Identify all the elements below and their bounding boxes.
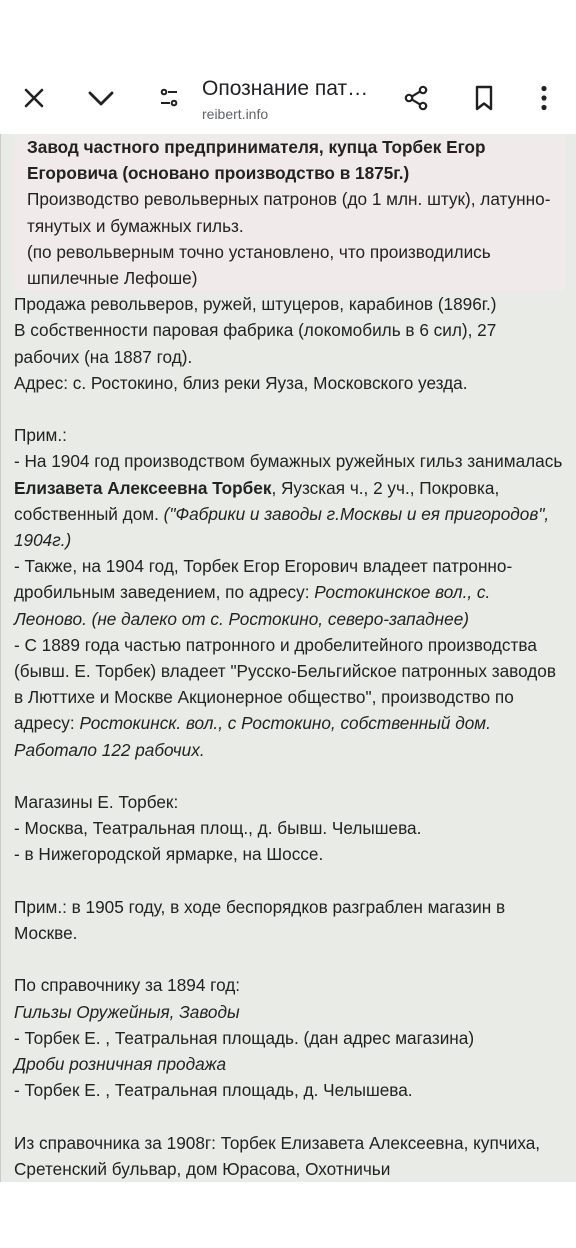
note-label: Прим.: xyxy=(14,425,67,446)
note-1889 xyxy=(14,632,565,763)
page-content[interactable] xyxy=(0,134,576,1182)
shop-nizhny: - в Нижегородской ярмарке, на Шоссе. xyxy=(14,844,324,865)
paragraph-address: Адрес: с. Ростокино, близ реки Яуза, Московского уезда. xyxy=(14,372,468,393)
share-icon xyxy=(402,84,430,112)
reference-1908: Из справочника за 1908г: Торбек Елизавета Алексеевна, купчиха, Сретенский бульвар, дом Юрасова, Охотничьи xyxy=(14,1132,541,1179)
page-title: Опознание пат… xyxy=(202,77,369,100)
reference-entry-1: - Торбек Е. , Театральная площадь. (дан адрес магазина) xyxy=(14,1027,475,1048)
note-1905: Прим.: в 1905 году, в ходе беспорядков разграблен магазин в Москве. xyxy=(14,896,506,944)
more-options-button[interactable] xyxy=(520,74,568,122)
paragraph-factory: В собственности паровая фабрика (локомобиль в 6 сил), 27 рабочих (на 1887 год). xyxy=(14,320,497,367)
reference-entry-2: - Торбек Е. , Театральная площадь, д. Челышева. xyxy=(14,1080,413,1101)
chevron-down-icon xyxy=(87,86,115,110)
browser-toolbar xyxy=(0,62,576,134)
page-url: reibert.info xyxy=(202,106,269,122)
close-icon xyxy=(22,86,46,110)
category-cartridges: Гильзы Оружейныя, Заводы xyxy=(14,1001,240,1022)
note-1904-text: - На 1904 год производством бумажных ружейных гильз занималась xyxy=(14,451,563,472)
note-1904-address: , Яузская ч., 2 уч., Покровка, собственный дом. xyxy=(14,477,500,524)
note-shop-address: Ростокинское вол., с. Леоново. (не далеко от с. Ростокино, северо-западнее) xyxy=(14,582,491,629)
reference-label: По справочнику за 1894 год: xyxy=(14,975,241,996)
shops-label: Магазины Е. Торбек: xyxy=(14,792,179,813)
bookmark-icon xyxy=(472,84,496,112)
bottom-blank xyxy=(0,1182,576,1248)
note-1904-source: ("Фабрики и заводы г.Москвы и ея пригородов", 1904г.) xyxy=(14,503,550,551)
page-settings-icon xyxy=(157,86,181,110)
article-text xyxy=(1,134,576,1182)
more-vert-icon xyxy=(540,85,548,111)
category-shot: Дроби розничная продажа xyxy=(14,1054,227,1075)
note-1904-shop xyxy=(14,553,565,632)
note-1889-address: Ростокинск. вол., с Ростокино, собственный дом. Работало 122 рабочих. xyxy=(14,713,491,760)
note-1889-text: - С 1889 года частью патронного и дробелитейного производства (бывш. Е. Торбек) владеет "Русско-Бельгийское патронных заводов в Люттихе и Москве Акционерное общество", производство по адресу: xyxy=(14,634,556,734)
note-1904 xyxy=(14,448,565,553)
paragraph-production: Производство револьверных патронов (до 1 млн. штук), латунно-тянутых и бумажных гильз. xyxy=(14,186,565,238)
heading-text: Завод частного предпринимателя, купца Торбек Егор Егоровича (основано производство в 1875г.) xyxy=(27,137,486,184)
note-shop-text: - Также, на 1904 год, Торбек Егор Егорович владеет патронно-дробильным заведением, по адресу: xyxy=(14,556,513,603)
reference-category-1 xyxy=(14,999,565,1025)
shop-moscow: - Москва, Театральная площ., д. бывш. Челышева. xyxy=(14,818,422,839)
reference-category-2 xyxy=(14,1051,565,1077)
paragraph-sales: Продажа револьверов, ружей, штуцеров, карабинов (1896г.) xyxy=(14,294,497,315)
close-button[interactable] xyxy=(10,74,58,122)
share-button[interactable] xyxy=(392,74,440,122)
owner-name: Елизавета Алексеевна Торбек xyxy=(14,477,272,498)
page-settings-button[interactable] xyxy=(145,74,193,122)
collapse-button[interactable] xyxy=(77,74,125,122)
bookmark-button[interactable] xyxy=(460,74,508,122)
paragraph-revolver-note: (по револьверным точно установлено, что производились шпилечные Лефоше) xyxy=(14,239,565,291)
page-info[interactable] xyxy=(202,76,382,124)
article-heading xyxy=(14,134,565,186)
